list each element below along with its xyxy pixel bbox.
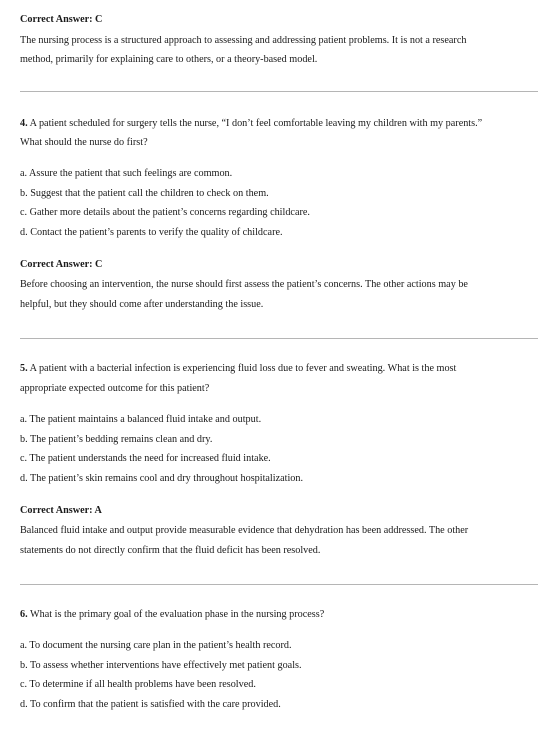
answer-option-b: b. To assess whether interventions have effectively met patient goals.: [20, 659, 302, 671]
q5-answer-block: [20, 501, 520, 560]
question-number: 5.: [20, 363, 28, 374]
answer-option-a: a. The patient maintains a balanced fluid intake and output.: [20, 414, 262, 425]
correct-answer-label: Correct Answer: C: [20, 14, 103, 25]
answer-option-d: d. Contact the patient’s parents to verify the quality of childcare.: [20, 227, 283, 239]
question-text: What is the primary goal of the evaluation phase in the nursing process?: [27, 609, 325, 620]
answer-option-c: c. To determine if all health problems have been resolved.: [20, 679, 256, 691]
answer-option-c: c. The patient understands the need for increased fluid intake.: [20, 453, 271, 465]
question-4-options: [20, 164, 520, 243]
question-text-line: A patient scheduled for surgery tells the nurse, “I don’t feel comfortable leaving my children with my parents.”: [27, 118, 483, 129]
answer-option-b: b. The patient’s bedding remains clean and dry.: [20, 433, 213, 445]
question-text-line: appropriate expected outcome for this patient?: [20, 383, 210, 394]
question-text: [20, 114, 520, 152]
question-5-options: [20, 410, 520, 489]
question-text-line: A patient with a bacterial infection is experiencing fluid loss due to fever and sweating. What is the most: [27, 363, 457, 374]
question-5: [20, 359, 520, 398]
question-6: [20, 605, 520, 624]
answer-option-d: d. To confirm that the patient is satisfied with the care provided.: [20, 699, 281, 711]
explanation-line: method, primarily for explaining care to others, or a theory-based model.: [20, 54, 318, 65]
answer-option-d: d. The patient’s skin remains cool and dry throughout hospitalization.: [20, 473, 304, 485]
question-text-line: What should the nurse do first?: [20, 137, 148, 148]
question-number: 4.: [20, 118, 28, 129]
explanation-line: helpful, but they should come after understanding the issue.: [20, 299, 264, 310]
question-4: [20, 114, 520, 152]
correct-answer-label: Correct Answer: C: [20, 259, 103, 270]
explanation-line: statements do not directly confirm that the fluid deficit has been resolved.: [20, 545, 321, 556]
q4-answer-block: [20, 255, 520, 314]
correct-answer-label: Correct Answer: A: [20, 505, 102, 516]
answer-option-a: a. To document the nursing care plan in the patient’s health record.: [20, 640, 292, 651]
section-divider: [20, 91, 538, 92]
q3-answer-block: [20, 10, 520, 69]
explanation-line: Balanced fluid intake and output provide measurable evidence that dehydration has been addressed. The other: [20, 525, 469, 536]
explanation-line: The nursing process is a structured approach to assessing and addressing patient problems. It is not a research: [20, 35, 467, 46]
section-divider: [20, 584, 538, 585]
section-divider: [20, 338, 538, 339]
answer-option-c: c. Gather more details about the patient’s concerns regarding childcare.: [20, 207, 310, 219]
question-number: 6.: [20, 609, 28, 620]
question-6-options: [20, 636, 520, 715]
explanation-line: Before choosing an intervention, the nurse should first assess the patient’s concerns. The other actions may be: [20, 279, 468, 290]
answer-option-b: b. Suggest that the patient call the children to check on them.: [20, 187, 269, 199]
answer-option-a: a. Assure the patient that such feelings are common.: [20, 168, 233, 179]
